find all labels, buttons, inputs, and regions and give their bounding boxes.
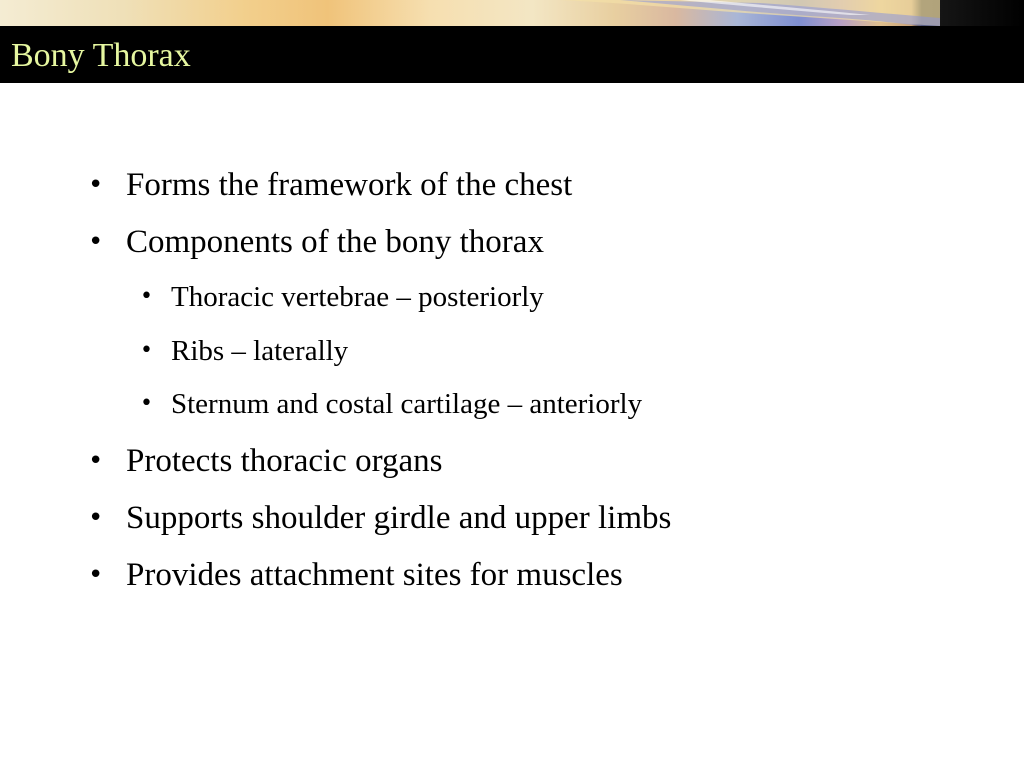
bullet-text: Protects thoracic organs [126,443,443,479]
bullet-text: Supports shoulder girdle and upper limbs [126,500,672,536]
bullet-marker: • [140,338,153,363]
bullet-text: Components of the bony thorax [126,224,544,260]
bullet-marker: • [88,560,104,590]
bullet-marker: • [140,284,153,309]
slide-title: Bony Thorax [11,37,191,74]
bullet-marker: • [140,391,153,416]
bullet-marker: • [88,170,104,200]
bullet-marker: • [88,503,104,533]
bullet-marker: • [88,446,104,476]
bullet-marker: • [88,227,104,257]
bullet-text: Provides attachment sites for muscles [126,557,623,593]
bullet-text: Ribs – laterally [171,335,349,367]
bullet-text: Sternum and costal cartilage – anteriorly [171,388,643,420]
bullet-text: Thoracic vertebrae – posteriorly [171,281,544,313]
bullet-text: Forms the framework of the chest [126,167,573,203]
